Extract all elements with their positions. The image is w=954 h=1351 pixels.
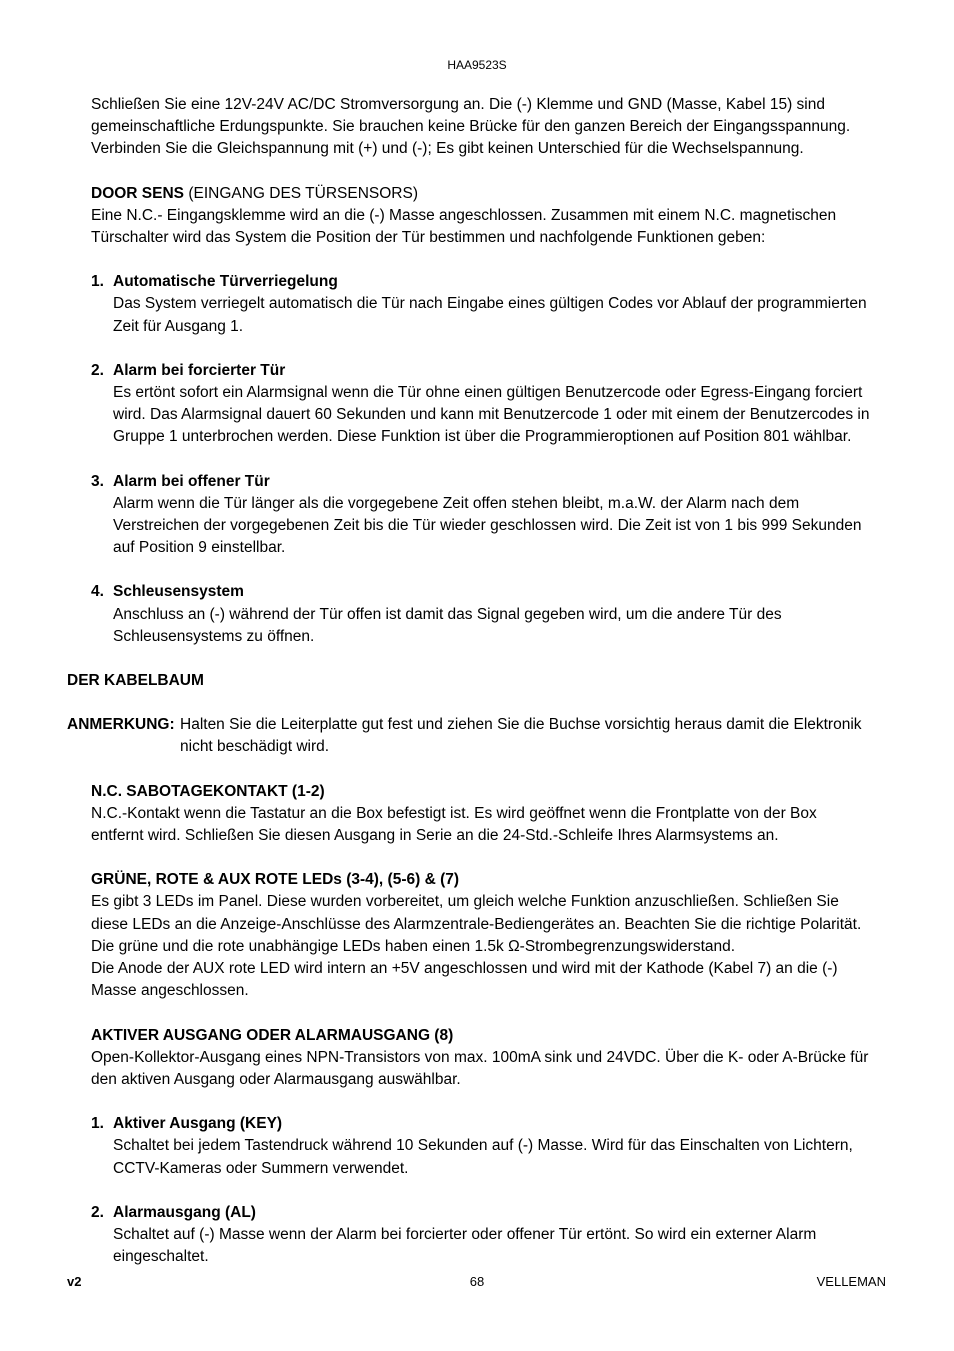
section-heading xyxy=(91,183,891,205)
text-line: Eine N.C.- Eingangsklemme wird an die (-) Masse angeschlossen. Zusammen mit einem N.C. magnetischen xyxy=(91,206,837,224)
text-line: diese LEDs an die Anzeige-Anschlüsse des Alarmzentrale-Bediengerätes an. Beachten Sie die richtige Polarität. xyxy=(91,915,862,933)
item-title: Automatische Türverriegelung xyxy=(113,273,338,291)
heading-rest: (EINGANG DES TÜRSENSORS) xyxy=(184,184,418,202)
text-line: Alarm wenn die Tür länger als die vorgegebene Zeit offen stehen bleibt, m.a.W. der Alarm nach dem xyxy=(113,494,800,512)
text-line: gemeinschaftliche Erdungspunkte. Sie brauchen keine Brücke für den ganzen Bereich der Eingangsspannung. xyxy=(91,118,851,136)
section-heading: DER KABELBAUM xyxy=(67,672,204,690)
text-line: entfernt wird. Schließen Sie diesen Ausgang in Serie an die 24-Std.-Schleife Ihres Alarmsystems an. xyxy=(91,827,779,845)
text-line: N.C.-Kontakt wenn die Tastatur an die Box befestigt ist. Es wird geöffnet wenn die Frontplatte von der Box xyxy=(91,804,817,822)
list-item xyxy=(91,360,913,449)
text-line: nicht beschädigt wird. xyxy=(180,738,330,756)
item-number: 2. xyxy=(91,1203,104,1221)
heading-bold: DOOR SENS xyxy=(91,184,185,202)
item-title: Schleusensystem xyxy=(113,583,244,601)
text-line: wird. Das Alarmsignal dauert 60 Sekunden und kann mit Benutzercode 1 oder mit einem der Benutzercodes in xyxy=(113,406,870,424)
text-line: Schaltet bei jedem Tastendruck während 10 Sekunden auf (-) Masse. Wird für das Einschalten von Lichtern, xyxy=(113,1137,853,1155)
text-line: Die grüne und die rote unabhängige LEDs haben einen 1.5k Ω-Strombegrenzungswiderstand. xyxy=(91,937,736,955)
text-line: Zeit für Ausgang 1. xyxy=(113,317,244,335)
text-line: Verbinden Sie die Gleichspannung mit (+) und (-); Es gibt keinen Unterschied für die Wechselspannung. xyxy=(91,140,804,158)
aktiv-section xyxy=(91,1025,891,1092)
item-number: 2. xyxy=(91,361,104,379)
text-line: Verstreichen der vorgegebenen Zeit bis die Tür wieder geschlossen wird. Die Zeit ist von 1 bis 999 Sekunden xyxy=(113,517,862,535)
text-line: CCTV-Kameras oder Summern verwendet. xyxy=(113,1159,409,1177)
leds-section xyxy=(91,869,891,1002)
text-line: Es ertönt sofort ein Alarmsignal wenn die Tür ohne einen gültigen Benutzercode oder Egress-Eingang forciert xyxy=(113,384,863,402)
list-item xyxy=(91,271,913,338)
list-item xyxy=(91,471,913,560)
section-heading: GRÜNE, ROTE & AUX ROTE LEDs (3-4), (5-6) & (7) xyxy=(91,871,460,889)
door-sens-section xyxy=(91,183,891,250)
item-number: 4. xyxy=(91,583,104,601)
document-code: HAA9523S xyxy=(447,58,507,72)
section-heading: AKTIVER AUSGANG ODER ALARMAUSGANG (8) xyxy=(91,1026,454,1044)
item-title: Alarm bei forcierter Tür xyxy=(113,361,286,379)
text-line: Open-Kollektor-Ausgang eines NPN-Transistors von max. 100mA sink und 24VDC. Über die K- oder A-Brücke für xyxy=(91,1048,869,1066)
text-line: Das System verriegelt automatisch die Tür nach Eingabe eines gültigen Codes vor Ablauf der programmierten xyxy=(113,295,867,313)
item-number: 3. xyxy=(91,472,104,490)
text-line: Die Anode der AUX rote LED wird intern an +5V angeschlossen und wird mit der Kathode (Kabel 7) an die (-) xyxy=(91,960,838,978)
list-item xyxy=(91,1202,913,1269)
sabotage-section xyxy=(91,781,891,848)
footer-page-number: 68 xyxy=(469,1274,485,1289)
note-label: ANMERKUNG: xyxy=(67,716,175,734)
text-line: Schließen Sie eine 12V-24V AC/DC Stromversorgung an. Die (-) Klemme und GND (Masse, Kabel 15) sind xyxy=(91,96,825,113)
text-line: den aktiven Ausgang oder Alarmausgang auswählbar. xyxy=(91,1070,461,1088)
list-item xyxy=(91,1113,913,1180)
text-line: Schaltet auf (-) Masse wenn der Alarm bei forcierter oder offener Tür ertönt. So wird ein externer Alarm xyxy=(113,1225,817,1243)
section-heading: N.C. SABOTAGEKONTAKT (1-2) xyxy=(91,782,325,800)
text-line: Masse angeschlossen. xyxy=(91,982,249,1000)
text-line: Türschalter wird das System die Position der Tür bestimmen und nachfolgende Funktionen geben: xyxy=(91,229,766,247)
item-title: Aktiver Ausgang (KEY) xyxy=(113,1115,283,1133)
footer-version: v2 xyxy=(67,1274,82,1289)
item-title: Alarmausgang (AL) xyxy=(113,1203,256,1221)
footer-brand: VELLEMAN xyxy=(816,1274,886,1289)
kabelbaum-section xyxy=(67,670,897,692)
item-number: 1. xyxy=(91,1115,104,1133)
text-line: Schleusensystems zu öffnen. xyxy=(113,627,315,645)
text-line: Anschluss an (-) während der Tür offen ist damit das Signal gegeben wird, um die andere Tür des xyxy=(113,605,782,623)
item-title: Alarm bei offener Tür xyxy=(113,472,270,490)
text-line: Halten Sie die Leiterplatte gut fest und ziehen Sie die Buchse vorsichtig heraus damit die Elektronik xyxy=(180,716,862,734)
list-item xyxy=(91,581,913,648)
page-footer xyxy=(0,1274,954,1294)
page-content xyxy=(0,94,954,1268)
text-line: Es gibt 3 LEDs im Panel. Diese wurden vorbereitet, um gleich welche Funktion anzuschließen. Schließen Sie xyxy=(91,893,839,911)
note-block xyxy=(67,714,954,758)
item-number: 1. xyxy=(91,273,104,291)
text-line: eingeschaltet. xyxy=(113,1248,209,1266)
text-line: Gruppe 1 unterbrochen werden. Diese Funktion ist über die Programmieroptionen auf Position 801 wählbar. xyxy=(113,428,852,446)
text-line: auf Position 9 einstellbar. xyxy=(113,539,286,557)
intro-paragraph xyxy=(91,94,891,161)
